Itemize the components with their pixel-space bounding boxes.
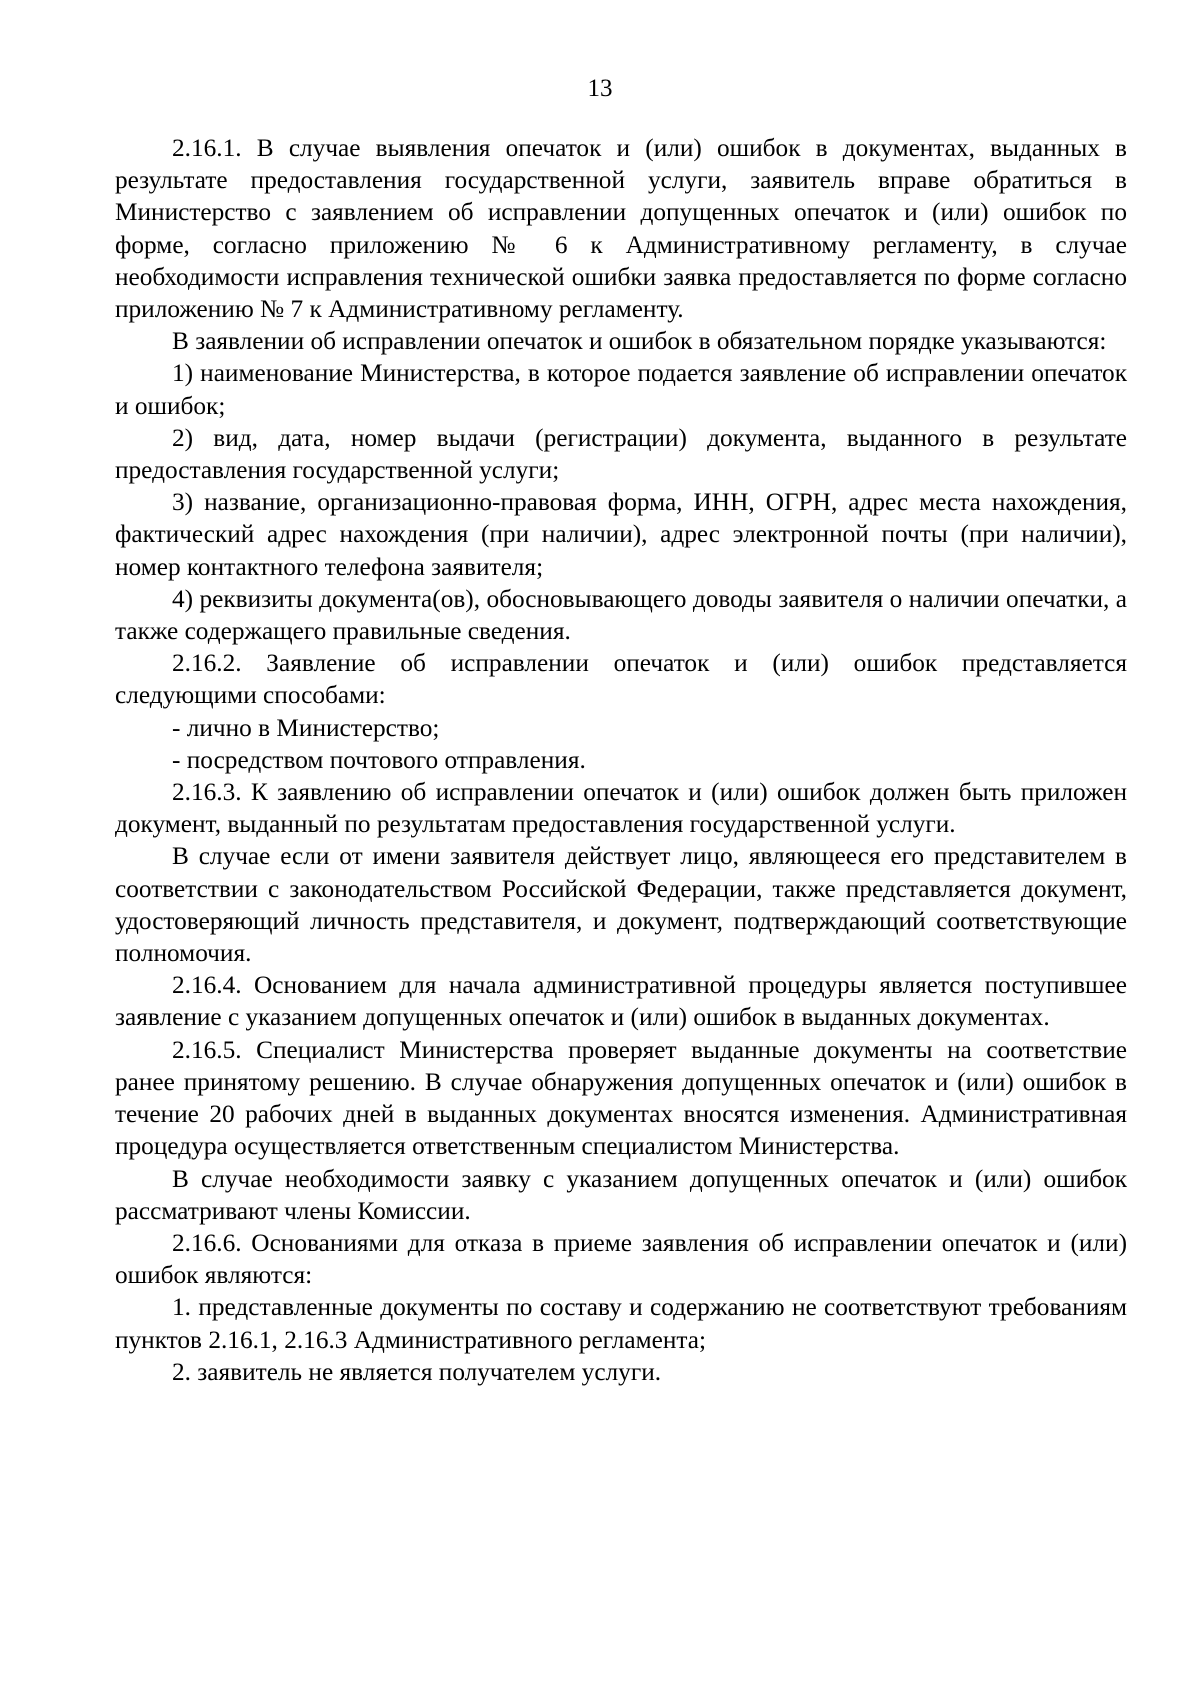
list-item-4: 4) реквизиты документа(ов), обосновывающего доводы заявителя о наличии опечатки, а также содержащего правильные сведения. bbox=[115, 584, 1127, 646]
paragraph-2-16-1: 2.16.1. В случае выявления опечаток и (или) ошибок в документах, выданных в результате предоставления государственной услуги, заявитель вправе обратиться в Министерство с заявлением об исправлении допущенных опечаток и (или) ошибок по форме, согласно приложению № 6 к Административному регламенту, в случае необходимости исправления технической ошибки заявка предоставляется по форме согласно приложению № 7 к Административному регламенту. bbox=[115, 134, 1127, 324]
paragraph-2-16-6: 2.16.6. Основаниями для отказа в приеме заявления об исправлении опечаток и (или) ошибок являются: bbox=[115, 1228, 1127, 1290]
paragraph-2-16-2: 2.16.2. Заявление об исправлении опечаток и (или) ошибок представляется следующими способами: bbox=[115, 649, 1127, 710]
paragraph-2-16-5: 2.16.5. Специалист Министерства проверяет выданные документы на соответствие ранее принятому решению. В случае обнаружения допущенных опечаток и (или) ошибок в течение 20 рабочих дней в выданных документах вносятся изменения. Административная процедура осуществляется ответственным специалистом Министерства. bbox=[115, 1035, 1127, 1161]
list-item-2: 2) вид, дата, номер выдачи (регистрации) документа, выданного в результате предоставления государственной услуги; bbox=[115, 423, 1127, 485]
method-item-in-person: - лично в Министерство; bbox=[172, 713, 440, 742]
refusal-item-2: 2. заявитель не является получателем услуги. bbox=[172, 1357, 662, 1386]
paragraph-commission: В случае необходимости заявку с указанием допущенных опечаток и (или) ошибок рассматривают члены Комиссии. bbox=[115, 1164, 1127, 1225]
list-item-1: 1) наименование Министерства, в которое подается заявление об исправлении опечаток и ошибок; bbox=[115, 359, 1127, 420]
paragraph-representative: В случае если от имени заявителя действует лицо, являющееся его представителем в соответствии с законодательством Российской Федерации, также представляется документ, удостоверяющий личность представителя, и документ, подтверждающий соответствующие полномочия. bbox=[115, 842, 1127, 968]
paragraph-2-16-4: 2.16.4. Основанием для начала административной процедуры является поступившее заявление с указанием допущенных опечаток и (или) ошибок в выданных документах. bbox=[115, 971, 1127, 1032]
paragraph-2-16-3: 2.16.3. К заявлению об исправлении опечаток и (или) ошибок должен быть приложен документ, выданный по результатам предоставления государственной услуги. bbox=[115, 778, 1127, 839]
list-item-3: 3) название, организационно-правовая форма, ИНН, ОГРН, адрес места нахождения, фактический адрес нахождения (при наличии), адрес электронной почты (при наличии), номер контактного телефона заявителя; bbox=[115, 488, 1127, 581]
page-number: 13 bbox=[587, 75, 613, 102]
document-body bbox=[115, 132, 1127, 1388]
refusal-item-1: 1. представленные документы по составу и содержанию не соответствуют требованиям пунктов 2.16.1, 2.16.3 Административного регламента; bbox=[115, 1293, 1127, 1354]
paragraph-required-fields-intro: В заявлении об исправлении опечаток и ошибок в обязательном порядке указываются: bbox=[172, 327, 1107, 356]
method-item-by-mail: - посредством почтового отправления. bbox=[172, 745, 586, 774]
